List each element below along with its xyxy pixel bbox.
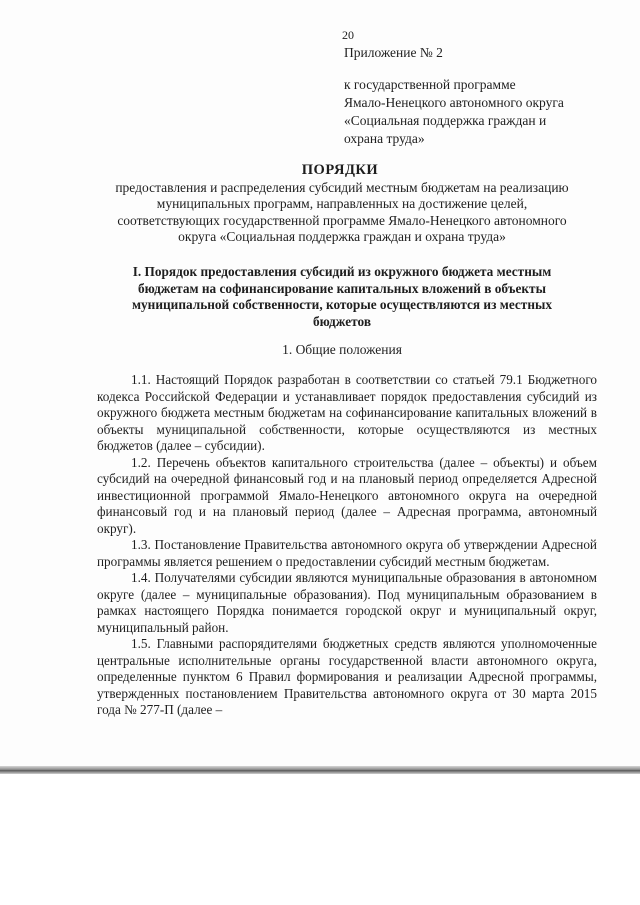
paragraph-1-3: 1.3. Постановление Правительства автономного округа об утверждении Адресной программы является решением о предоставлении субсидий местным бюджетам. xyxy=(97,537,597,569)
appendix-title: Приложение № 2 xyxy=(344,45,443,60)
paragraph-1-5: 1.5. Главными распорядителями бюджетных средств являются уполномоченные центральные исполнительные органы государственной власти автономного округа, определенные пунктом 6 Правил формирования и реализации Адресной программы, утвержденных постановлением Правительства автономного округа от 30 марта 2015 года № 277-П (далее – xyxy=(97,636,597,717)
paragraph-1-1: 1.1. Настоящий Порядок разработан в соответствии со статьей 79.1 Бюджетного кодекса Российской Федерации и устанавливает порядок предоставления субсидий из окружного бюджета местным бюджетам на софинансирование капитальных вложений в объекты муниципальной собственности, которые осуществляются из местных бюджетов (далее – субсидии). xyxy=(97,372,597,453)
paragraph-1-2: 1.2. Перечень объектов капитального строительства (далее – объекты) и объем субсидий на очередной финансовый год и на плановый период определяется Адресной инвестиционной программой Ямало-Ненецкого автономного округа на очередной финансовый год и на плановый период (далее – Адресная программа, автономный округ). xyxy=(97,454,597,536)
appendix-subtitle: к государственной программе Ямало-Ненецкого автономного округа «Социальная поддержка граждан и охрана труда» xyxy=(344,77,564,146)
section-heading: I. Порядок предоставления субсидий из окружного бюджета местным бюджетам на софинансирование капитальных вложений в объекты муниципальной собственности, которые осуществляются из местных бюджетов xyxy=(131,264,553,329)
document-body xyxy=(97,372,597,719)
section-subheading: 1. Общие положения xyxy=(282,342,402,357)
scan-edge xyxy=(0,766,640,774)
document-subtitle: предоставления и распределения субсидий местным бюджетам на реализацию муниципальных программ, направленных на достижение целей, соответствующих государственной программе Ямало-Ненецкого автономного округа «Социальная поддержка граждан и охрана труда» xyxy=(115,180,569,245)
page-number: 20 xyxy=(342,28,354,42)
document-title: ПОРЯДКИ xyxy=(301,162,379,178)
paragraph-1-4: 1.4. Получателями субсидии являются муниципальные образования в автономном округе (далее – муниципальные образования). Под муниципальным образованием в рамках настоящего Порядка понимается городской округ и муниципальный округ, муниципальный район. xyxy=(97,570,597,635)
appendix-block xyxy=(344,44,624,148)
